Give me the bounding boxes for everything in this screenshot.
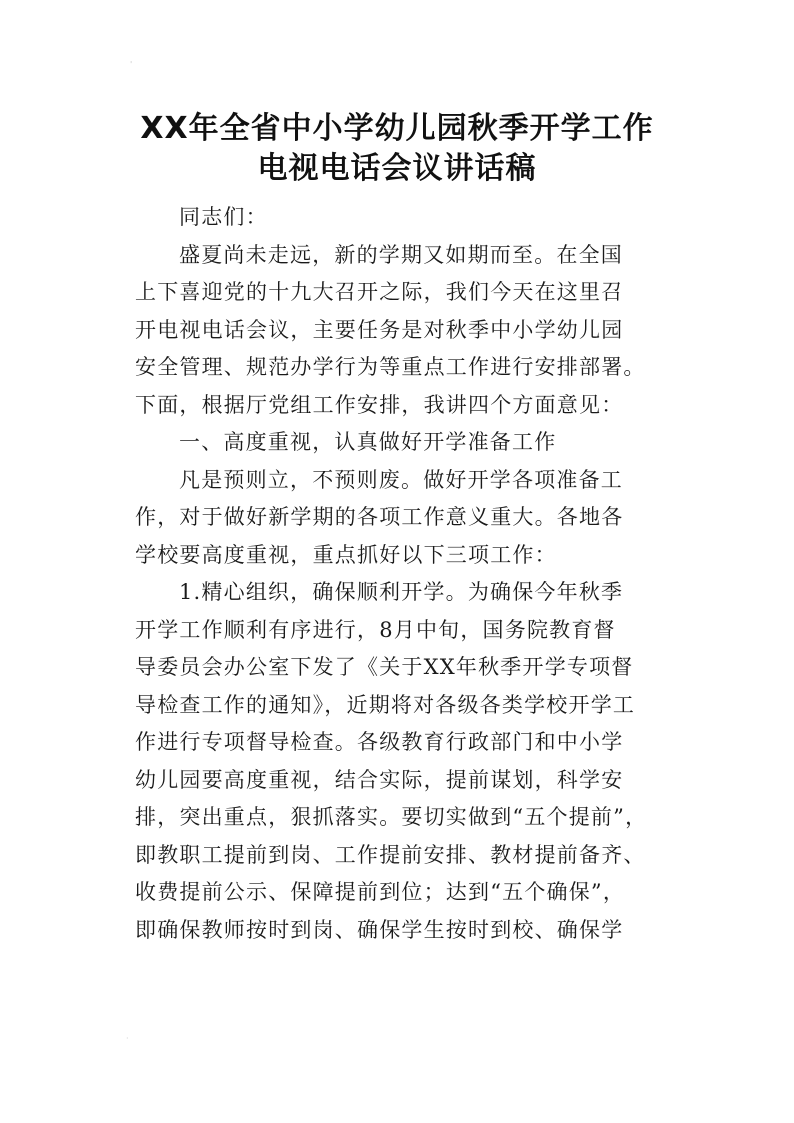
body-line: 收费提前公示、保障提前到位；达到“五个确保”， <box>135 880 626 904</box>
body-line: 1.精心组织，确保顺利开学。为确保今年秋季 <box>179 580 624 604</box>
body-line: 导委员会办公室下发了《关于XX年秋季开学专项督 <box>135 655 634 679</box>
body-line: 开电视电话会议，主要任务是对秋季中小学幼儿园 <box>135 317 624 342</box>
body-line: 即确保教师按时到岗、确保学生按时到校、确保学 <box>135 917 624 942</box>
corner-mark: ' <box>130 60 133 69</box>
corner-mark: · <box>126 1034 129 1043</box>
body-line: 即教职工提前到岗、工作提前安排、教材提前备齐、 <box>135 842 646 867</box>
document-body <box>135 199 665 949</box>
body-line: 安全管理、规范办学行为等重点工作进行安排部署。 <box>135 355 646 379</box>
document-title-line-1: XX年全省中小学幼儿园秋季开学工作 <box>140 111 654 146</box>
body-line: 盛夏尚未走远，新的学期又如期而至。在全国 <box>179 242 623 267</box>
body-line: 开学工作顺利有序进行，8月中旬，国务院教育督 <box>135 617 616 642</box>
document-title-line-2: 电视电话会议讲话稿 <box>257 151 537 186</box>
body-line: 下面，根据厅党组工作安排，我讲四个方面意见： <box>135 392 624 417</box>
body-line: 作，对于做好新学期的各项工作意义重大。各地各 <box>135 505 624 529</box>
body-line: 作进行专项督导检查。各级教育行政部门和中小学 <box>135 730 624 754</box>
body-line: 导检查工作的通知》，近期将对各级各类学校开学工 <box>135 692 636 717</box>
body-line: 排，突出重点，狠抓落实。要切实做到“五个提前”， <box>135 805 648 829</box>
body-line: 学校要高度重视，重点抓好以下三项工作： <box>135 542 557 567</box>
body-line: 上下喜迎党的十九大召开之际，我们今天在这里召 <box>135 280 624 304</box>
body-line: 同志们： <box>179 205 268 229</box>
body-line: 凡是预则立，不预则废。做好开学各项准备工 <box>179 467 623 492</box>
body-line: 一、高度重视，认真做好开学准备工作 <box>179 430 557 454</box>
body-line: 幼儿园要高度重视，结合实际，提前谋划，科学安 <box>135 767 624 792</box>
